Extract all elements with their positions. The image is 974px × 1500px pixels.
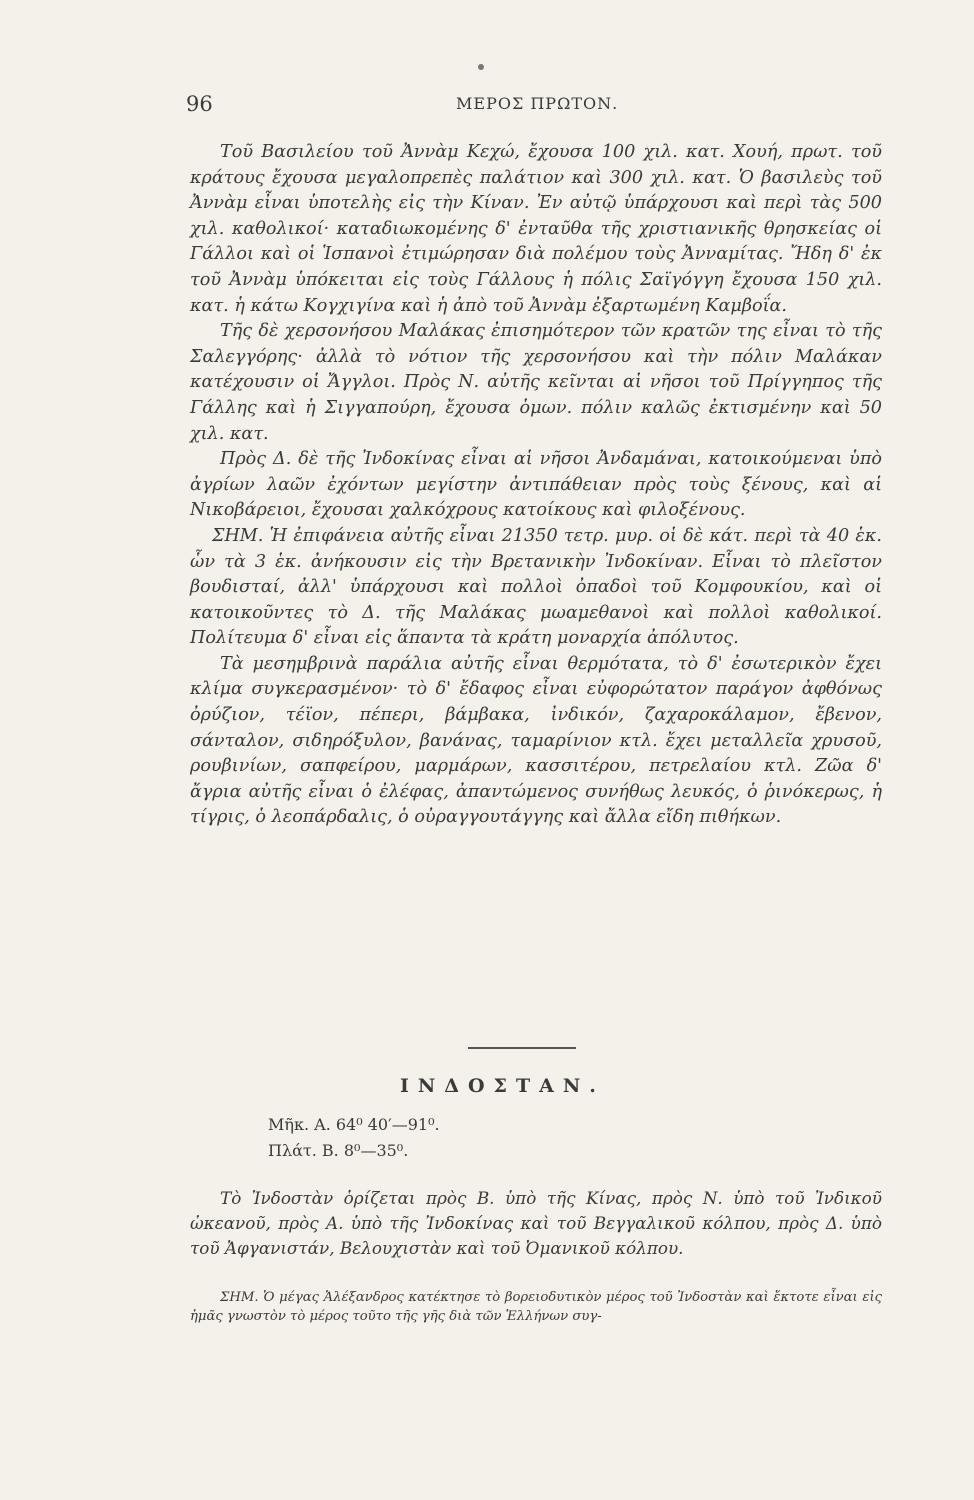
section-divider	[468, 1047, 576, 1049]
note-alexander: ΣΗΜ. Ὁ μέγας Ἀλέξανδρος κατέκτησε τὸ βορειοδυτικὸν μέρος τοῦ Ἰνδοστὰν καὶ ἔκτοτε εἶναι εἰς ἡμᾶς γνωστὸν τὸ μέρος τοῦτο τῆς γῆς διὰ τῶν Ἑλλήνων συγ-	[190, 1290, 882, 1324]
longitude: Μῆκ. Α. 64⁰ 40′—91⁰.	[268, 1115, 440, 1134]
running-head: ΜΕΡΟΣ ΠΡΩΤΟΝ.	[456, 94, 619, 113]
coordinates-block	[268, 1112, 440, 1164]
paragraph-annam: Τοῦ Βασιλείου τοῦ Ἀννὰμ Κεχώ, ἔχουσα 100 χιλ. κατ. Χουή, πρωτ. τοῦ κράτους ἔχουσα μεγαλοπρεπὲς παλάτιον καὶ 300 χιλ. κατ. Ὁ βασιλεὺς τοῦ Ἀννὰμ εἶναι ὑποτελὴς εἰς τὴν Κίναν. Ἐν αὐτῷ ὑπάρχουσι καὶ περὶ τὰς 500 χιλ. καθολικοί· καταδιωκομένης δ' ἐνταῦθα τῆς χριστιανικῆς θρησκείας οἱ Γάλλοι καὶ οἱ Ἱσπανοὶ ἐτιμώρησαν διὰ πολέμου τοὺς Ἀνναμίτας. Ἤδη δ' ἐκ τοῦ Ἀννὰμ ὑπόκειται εἰς τοὺς Γάλλους ἡ πόλις Σαϊγόγγη ἔχουσα 150 χιλ. κατ. ἡ κάτω Κογχιγίνα καὶ ἡ ἀπὸ τοῦ Ἀννὰμ ἐξαρτωμένη Καμβοΐα.	[190, 142, 882, 316]
note-population: ΣΗΜ. Ἡ ἐπιφάνεια αὐτῆς εἶναι 21350 τετρ. μυρ. οἱ δὲ κάτ. περὶ τὰ 40 ἑκ. ὧν τὰ 3 ἑκ. ἀνήκουσιν εἰς τὴν Βρετανικὴν Ἰνδοκίναν. Εἶναι τὸ πλεῖστον βουδισταί, ἀλλ' ὑπάρχουσι καὶ πολλοὶ ὀπαδοὶ τοῦ Κομφουκίου, καὶ οἱ κατοικοῦντες τὸ Δ. τῆς Μαλάκας μωαμεθανοὶ καὶ πολλοὶ καθολικοί. Πολίτευμα δ' εἶναι εἰς ἅπαντα τὰ κράτη μοναρχία ἀπόλυτος.	[190, 525, 882, 649]
footnote	[190, 1288, 882, 1326]
latitude: Πλάτ. Β. 8⁰—35⁰.	[268, 1141, 409, 1160]
section-title: ΙΝΔΟΣΤΑΝ.	[400, 1075, 605, 1097]
paragraph-climate: Τὰ μεσημβρινὰ παράλια αὐτῆς εἶναι θερμότατα, τὸ δ' ἐσωτερικὸν ἔχει κλίμα συγκερασμένον· τὸ δ' ἔδαφος εἶναι εὐφορώτατον παράγον ἀφθόνως ὀρύζιον, τέϊον, πέπερι, βάμβακα, ἰνδικόν, ζαχαροκάλαμον, ἔβενον, σάνταλον, σιδηρόξυλον, βανάνας, ταμαρίνιον κτλ. ἔχει μεταλλεῖα χρυσοῦ, ρουβινίων, σαπφείρου, μαρμάρων, κασσιτέρου, πετρελαίου κτλ. Ζῶα δ' ἄγρια αὐτῆς εἶναι ὁ ἐλέφας, ἀπαντώμενος συνήθως λευκός, ὁ ῥινόκερως, ἡ τίγρις, ὁ λεοπάρδαλις, ὁ οὐραγγουτάγγης καὶ ἄλλα εἴδη πιθήκων.	[190, 653, 882, 828]
paragraph-andaman: Πρὸς Δ. δὲ τῆς Ἰνδοκίνας εἶναι αἱ νῆσοι Ἀνδαμάναι, κατοικούμεναι ὑπὸ ἀγρίων λαῶν ἐχόντων μεγίστην ἀντιπάθειαν πρὸς τοὺς ξένους, καὶ αἱ Νικοβάρειοι, ἔχουσαι χαλκόχρους κατοίκους καὶ φιλοξένους.	[190, 449, 882, 521]
paragraph-malacca: Τῆς δὲ χερσονήσου Μαλάκας ἐπισημότερον τῶν κρατῶν της εἶναι τὸ τῆς Σαλεγγόρης· ἀλλὰ τὸ νότιον τῆς χερσονήσου καὶ τὴν πόλιν Μαλάκαν κατέχουσιν οἱ Ἄγγλοι. Πρὸς Ν. αὐτῆς κεῖνται αἱ νῆσοι τοῦ Πρίγγηπος τῆς Γάλλης καὶ ἡ Σιγγαπούρη, ἔχουσα ὁμων. πόλιν καλῶς ἐκτισμένην καὶ 50 χιλ. κατ.	[190, 321, 882, 444]
section-text	[190, 1186, 882, 1261]
printer-mark	[478, 64, 484, 70]
main-text	[190, 140, 882, 831]
page-header	[186, 92, 886, 122]
page-number: 96	[186, 92, 213, 116]
paragraph-borders: Τὸ Ἰνδοστὰν ὁρίζεται πρὸς Β. ὑπὸ τῆς Κίνας, πρὸς Ν. ὑπὸ τοῦ Ἰνδικοῦ ὠκεανοῦ, πρὸς Α. ὑπὸ τῆς Ἰνδοκίνας καὶ τοῦ Βεγγαλικοῦ κόλπου, πρὸς Δ. ὑπὸ τοῦ Ἀφγανιστάν, Βελουχιστὰν καὶ τοῦ Ὀμανικοῦ κόλπου.	[190, 1188, 882, 1258]
